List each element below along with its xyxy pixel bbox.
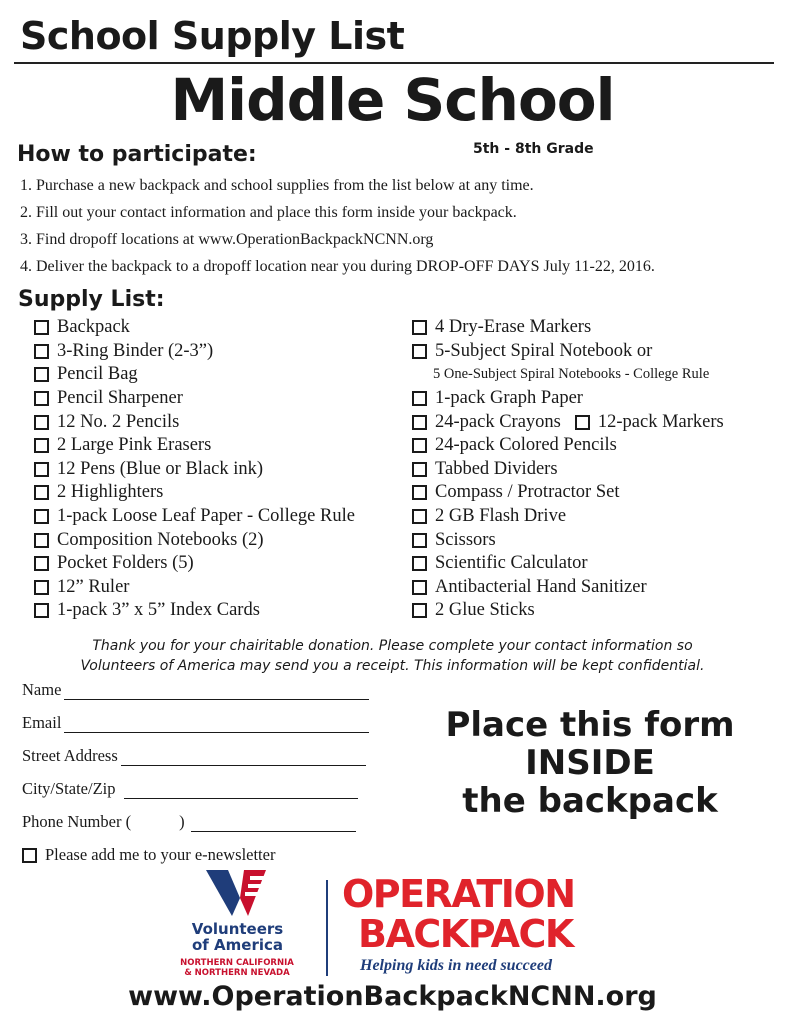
supply-item-label: 1-pack 3” x 5” Index Cards — [57, 600, 260, 621]
supply-item[interactable] — [412, 505, 724, 529]
placement-line: the backpack — [462, 781, 718, 821]
supply-item[interactable] — [34, 599, 355, 623]
supply-item-secondary[interactable] — [575, 412, 724, 433]
supply-item[interactable] — [34, 410, 355, 434]
newsletter-option[interactable] — [22, 845, 275, 865]
checkbox[interactable] — [34, 391, 49, 406]
city-state-zip-input-line[interactable] — [124, 782, 358, 799]
checkbox[interactable] — [412, 415, 427, 430]
supply-item[interactable] — [34, 528, 355, 552]
supply-item[interactable] — [34, 340, 355, 364]
website-url[interactable]: www.OperationBackpackNCNN.org — [128, 981, 657, 1012]
supply-item-label: 24-pack Crayons — [435, 411, 561, 432]
checkbox[interactable] — [575, 415, 590, 430]
checkbox[interactable] — [412, 462, 427, 477]
participation-step: 2. Fill out your contact information and place this form inside your backpack. — [20, 204, 517, 221]
supply-item[interactable] — [412, 576, 724, 600]
name-input-line[interactable] — [64, 683, 369, 700]
supply-item[interactable] — [34, 387, 355, 411]
grade-range: 5th - 8th Grade — [473, 141, 594, 157]
supply-item-label: 5-Subject Spiral Notebook or — [435, 340, 653, 361]
volunteers-of-america-emblem-icon — [178, 868, 308, 922]
supply-item[interactable] — [34, 316, 355, 340]
supply-item-label: Antibacterial Hand Sanitizer — [435, 576, 647, 597]
supply-item[interactable] — [34, 552, 355, 576]
newsletter-label: Please add me to your e-newsletter — [45, 845, 276, 864]
checkbox[interactable] — [412, 391, 427, 406]
checkbox[interactable] — [34, 320, 49, 335]
checkbox[interactable] — [34, 367, 49, 382]
supply-item[interactable] — [412, 552, 724, 576]
phone-number-label: Phone Number ( — [22, 812, 132, 831]
name-label: Name — [22, 680, 62, 699]
supply-item-label: 12-pack Markers — [597, 411, 724, 432]
city-state-zip-label: City/State/Zip — [22, 779, 116, 798]
supply-item-label: 24-pack Colored Pencils — [435, 435, 617, 456]
supply-list-right-column — [412, 316, 724, 623]
checkbox[interactable] — [34, 462, 49, 477]
thank-you-line: Volunteers of America may send you a receipt. This information will be kept confidential. — [80, 658, 705, 674]
supply-item[interactable] — [412, 410, 724, 434]
email-field[interactable] — [22, 713, 369, 733]
phone-number-field[interactable] — [22, 812, 356, 832]
supply-item[interactable] — [34, 458, 355, 482]
supply-item[interactable] — [412, 316, 724, 340]
supply-list-heading: Supply List: — [18, 287, 165, 312]
supply-item[interactable] — [412, 458, 724, 482]
supply-item-label: 2 Glue Sticks — [435, 600, 535, 621]
supply-item-label: Pocket Folders (5) — [57, 553, 194, 574]
supply-item-label: 12 Pens (Blue or Black ink) — [57, 458, 264, 479]
supply-item-label: 1-pack Graph Paper — [435, 388, 583, 409]
supply-item-label: Backpack — [57, 317, 130, 338]
checkbox[interactable] — [412, 580, 427, 595]
checkbox[interactable] — [34, 533, 49, 548]
checkbox[interactable] — [412, 509, 427, 524]
supply-item[interactable] — [412, 434, 724, 458]
checkbox[interactable] — [412, 533, 427, 548]
thank-you-line: Thank you for your chairitable donation. Please complete your contact information so — [92, 638, 693, 654]
phone-number-paren: ) — [179, 812, 185, 831]
checkbox[interactable] — [412, 344, 427, 359]
placement-instruction — [440, 706, 740, 820]
supply-item[interactable] — [34, 363, 355, 387]
supply-item[interactable] — [34, 505, 355, 529]
checkbox[interactable] — [34, 415, 49, 430]
checkbox[interactable] — [34, 556, 49, 571]
voa-name-line: Volunteers — [191, 920, 284, 938]
supply-item[interactable] — [34, 434, 355, 458]
document-title: School Supply List — [20, 14, 405, 58]
supply-item-label: 12” Ruler — [57, 576, 130, 597]
city-state-zip-field[interactable] — [22, 779, 358, 799]
supply-item-label: Pencil Bag — [57, 364, 138, 385]
voa-region — [178, 958, 296, 978]
supply-item-label: Composition Notebooks (2) — [57, 529, 264, 550]
checkbox[interactable] — [412, 556, 427, 571]
supply-item[interactable] — [34, 576, 355, 600]
checkbox[interactable] — [34, 580, 49, 595]
supply-item-label: 2 Large Pink Erasers — [57, 435, 212, 456]
thank-you-note — [0, 636, 785, 676]
supply-item-label: Tabbed Dividers — [435, 458, 558, 479]
checkbox[interactable] — [34, 438, 49, 453]
supply-item-label: 1-pack Loose Leaf Paper - College Rule — [57, 506, 355, 527]
operation-backpack-logo-line: OPERATION — [342, 872, 575, 916]
supply-list-left-column — [34, 316, 355, 623]
name-field[interactable] — [22, 680, 369, 700]
newsletter-checkbox[interactable] — [22, 848, 37, 863]
street-address-input-line[interactable] — [121, 749, 366, 766]
checkbox[interactable] — [34, 603, 49, 618]
supply-item[interactable] — [412, 481, 724, 505]
supply-item-label: Compass / Protractor Set — [435, 482, 620, 503]
supply-item[interactable] — [412, 599, 724, 623]
placement-line: Place this form — [445, 705, 735, 745]
operation-backpack-logo-line: BACKPACK — [358, 912, 573, 956]
checkbox[interactable] — [412, 603, 427, 618]
supply-item-label: 2 Highlighters — [57, 482, 164, 503]
checkbox[interactable] — [34, 509, 49, 524]
email-input-line[interactable] — [64, 716, 369, 733]
participation-step: 1. Purchase a new backpack and school supplies from the list below at any time. — [20, 177, 534, 194]
participation-heading: How to participate: — [17, 142, 257, 167]
participation-step: 3. Find dropoff locations at www.OperationBackpackNCNN.org — [20, 231, 434, 248]
supply-item-label: 12 No. 2 Pencils — [57, 411, 180, 432]
checkbox[interactable] — [34, 485, 49, 500]
checkbox[interactable] — [412, 485, 427, 500]
supply-item-label: Pencil Sharpener — [57, 388, 183, 409]
supply-item-label: 2 GB Flash Drive — [435, 506, 567, 527]
placement-line: INSIDE — [525, 743, 655, 783]
checkbox[interactable] — [34, 344, 49, 359]
street-address-label: Street Address — [22, 746, 118, 765]
supply-item[interactable] — [412, 340, 724, 364]
supply-item-label: 3-Ring Binder (2-3”) — [57, 340, 214, 361]
supply-item-label: Scissors — [435, 529, 496, 550]
voa-region-line: NORTHERN CALIFORNIA — [180, 958, 294, 968]
supply-item[interactable] — [34, 481, 355, 505]
participation-step: 4. Deliver the backpack to a dropoff location near you during DROP-OFF DAYS July 11-22, 2016. — [20, 258, 655, 275]
supply-item[interactable] — [412, 387, 724, 411]
operation-backpack-tagline: Helping kids in need succeed — [360, 957, 552, 974]
voa-region-line: & NORTHERN NEVADA — [184, 968, 290, 978]
supply-item-label: 4 Dry-Erase Markers — [435, 317, 592, 338]
school-level-heading: Middle School — [170, 66, 615, 134]
voa-name-line: of America — [191, 936, 284, 954]
supply-item[interactable] — [412, 528, 724, 552]
email-label: Email — [22, 713, 62, 732]
phone-number-input-line[interactable] — [191, 815, 356, 832]
checkbox[interactable] — [412, 438, 427, 453]
volunteers-of-america-wordmark — [180, 921, 295, 953]
street-address-field[interactable] — [22, 746, 366, 766]
supply-item-label: Scientific Calculator — [435, 553, 588, 574]
logo-divider — [326, 880, 328, 976]
checkbox[interactable] — [412, 320, 427, 335]
supply-item-note: 5 One-Subject Spiral Notebooks - College Rule — [433, 366, 710, 383]
title-divider — [14, 62, 774, 64]
